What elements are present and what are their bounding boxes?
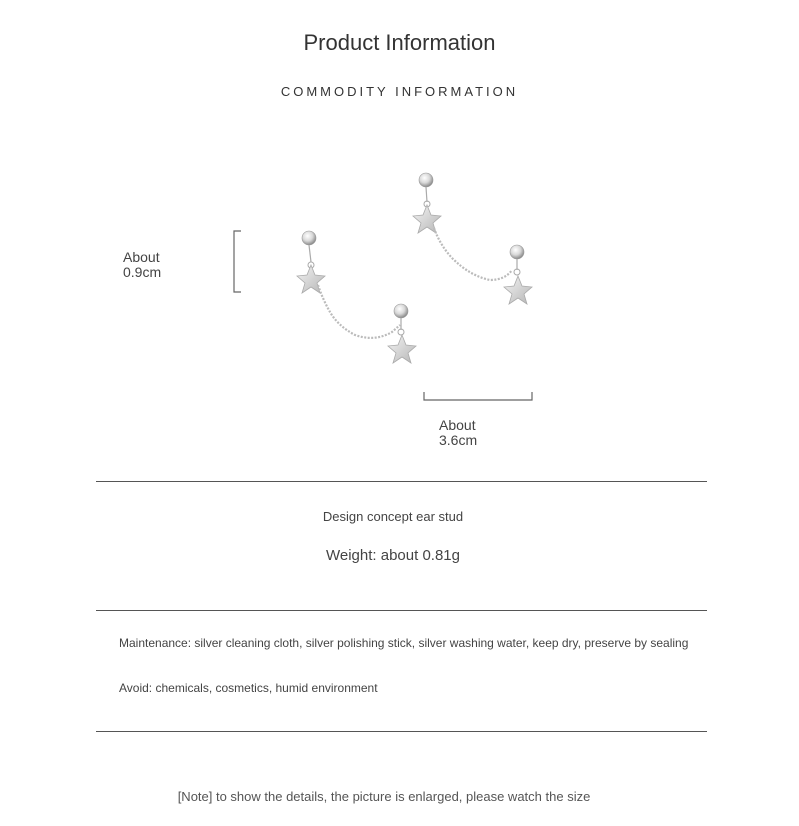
width-bracket-icon — [424, 392, 532, 400]
height-dimension-label — [123, 250, 161, 280]
divider-middle — [96, 610, 707, 611]
design-concept-text: Design concept ear stud — [322, 509, 464, 524]
earring-icon-right — [413, 173, 532, 304]
width-label-line1: About — [439, 417, 476, 433]
height-label-line2: 0.9cm — [123, 264, 162, 280]
product-image — [0, 150, 799, 460]
width-label-line2: 3.6cm — [439, 432, 478, 448]
earring-icon-left — [297, 231, 416, 363]
height-bracket-icon — [234, 231, 241, 292]
avoid-text: Avoid: chemicals, cosmetics, humid environment — [119, 681, 378, 695]
divider-bottom — [96, 731, 707, 732]
maintenance-text: Maintenance: silver cleaning cloth, silver polishing stick, silver washing water, keep dry, preserve by sealing — [119, 636, 689, 650]
divider-top — [96, 481, 707, 482]
page-subtitle: COMMODITY INFORMATION — [280, 84, 519, 99]
height-label-line1: About — [123, 249, 160, 265]
size-note-text: [Note] to show the details, the picture is enlarged, please watch the size — [177, 789, 591, 804]
weight-text: Weight: about 0.81g — [326, 547, 460, 564]
page-title: Product Information — [303, 30, 496, 55]
width-dimension-label — [439, 418, 477, 448]
